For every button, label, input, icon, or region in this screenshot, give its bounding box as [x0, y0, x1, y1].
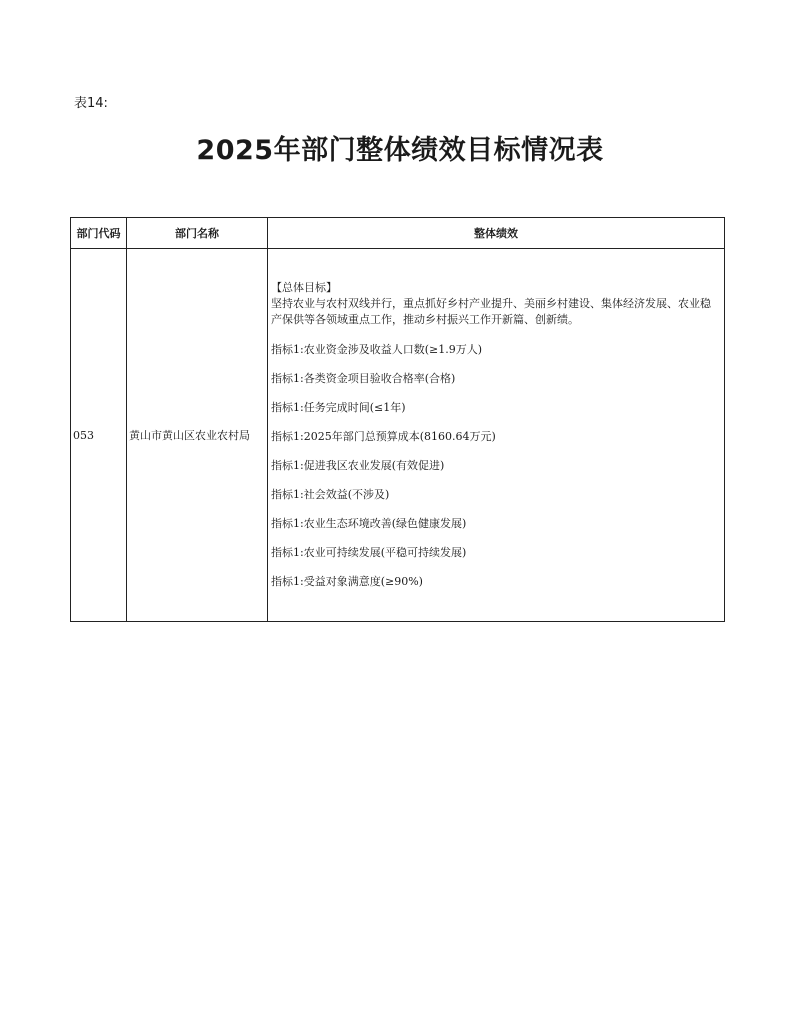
indicator-item: 指标1:农业生态环境改善(绿色健康发展) — [271, 517, 467, 530]
indicator-item: 指标1:受益对象满意度(≥90%) — [271, 575, 423, 588]
header-department-name: 部门名称 — [127, 218, 268, 249]
cell-department-name: 黄山市黄山区农业农村局 — [127, 249, 268, 622]
performance-table — [70, 217, 725, 622]
indicator-item: 指标1:农业可持续发展(平稳可持续发展) — [271, 546, 467, 559]
indicator-item: 指标1:各类资金项目验收合格率(合格) — [271, 372, 456, 385]
header-department-code: 部门代码 — [71, 218, 127, 249]
indicator-item: 指标1:农业资金涉及收益人口数(≥1.9万人) — [271, 343, 482, 356]
cell-department-code: 053 — [71, 249, 127, 622]
table-number-label: 表14: — [74, 96, 108, 111]
document-title: 2025年部门整体绩效目标情况表 — [196, 135, 604, 166]
indicator-item: 指标1:2025年部门总预算成本(8160.64万元) — [271, 430, 496, 443]
overall-goal-heading: 【总体目标】 — [271, 281, 337, 294]
indicator-item: 指标1:促进我区农业发展(有效促进) — [271, 459, 445, 472]
header-overall-performance: 整体绩效 — [268, 218, 725, 249]
indicator-item: 指标1:社会效益(不涉及) — [271, 488, 390, 501]
overall-goal-block — [271, 280, 721, 328]
table-header-row — [71, 218, 725, 249]
overall-goal-text: 坚持农业与农村双线并行，重点抓好乡村产业提升、美丽乡村建设、集体经济发展、农业稳产保供等各领域重点工作，推动乡村振兴工作开新篇、创新绩。 — [271, 297, 711, 326]
cell-overall-performance — [268, 249, 725, 622]
indicator-item: 指标1:任务完成时间(≤1年) — [271, 401, 406, 414]
table-row — [71, 249, 725, 622]
